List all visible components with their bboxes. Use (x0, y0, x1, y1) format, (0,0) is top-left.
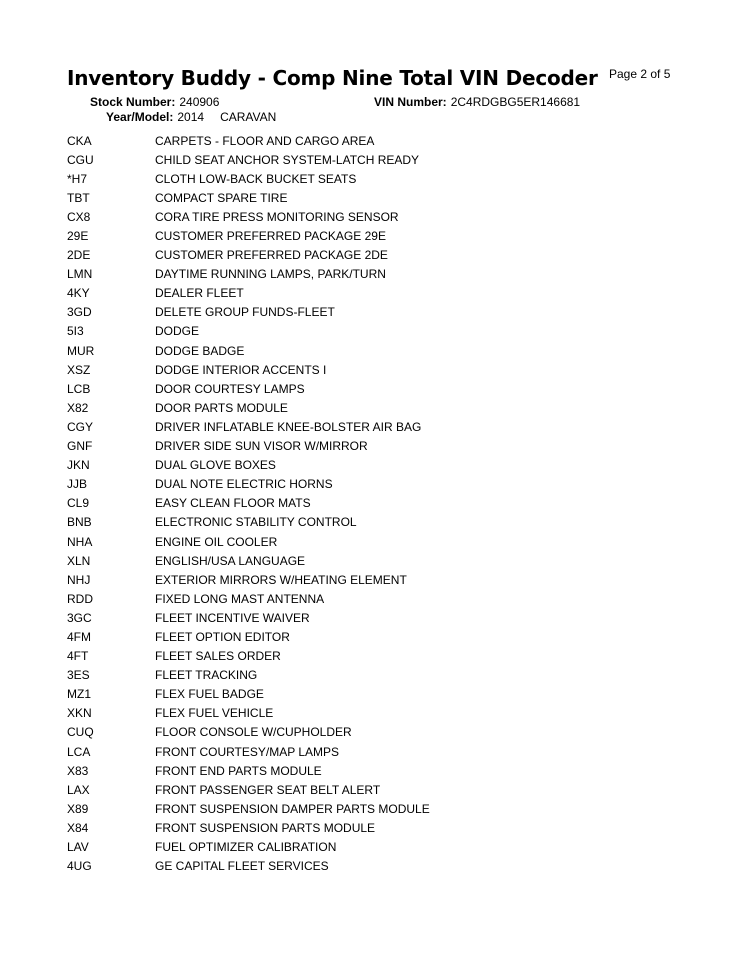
option-description: FLEET SALES ORDER (155, 649, 281, 664)
model-value: CARAVAN (220, 110, 277, 124)
option-description: FLEX FUEL VEHICLE (155, 706, 274, 721)
option-code-row (67, 284, 430, 303)
option-description: DAYTIME RUNNING LAMPS, PARK/TURN (155, 267, 386, 282)
option-code-list (67, 131, 430, 876)
option-code-row (67, 608, 430, 627)
stock-number-field (90, 95, 219, 109)
vin-number-label: VIN Number: (374, 95, 447, 109)
option-description: FRONT COURTESY/MAP LAMPS (155, 744, 340, 759)
option-code-row (67, 704, 430, 723)
option-code-row (67, 570, 430, 589)
option-description: FLOOR CONSOLE W/CUPHOLDER (155, 725, 352, 740)
option-description: FUEL OPTIMIZER CALIBRATION (155, 840, 337, 855)
option-description: CUSTOMER PREFERRED PACKAGE 2DE (155, 248, 388, 263)
option-code-row (67, 169, 430, 188)
option-code-row (67, 150, 430, 169)
option-code-row (67, 437, 430, 456)
option-code: CL9 (67, 496, 90, 511)
option-code-row (67, 417, 430, 436)
option-code: CUQ (67, 725, 94, 740)
option-code: LCB (67, 381, 91, 396)
option-code: LAX (67, 782, 90, 797)
option-code-row (67, 742, 430, 761)
option-description: DODGE BADGE (155, 343, 245, 358)
option-description: EASY CLEAN FLOOR MATS (155, 496, 311, 511)
option-description: FRONT SUSPENSION DAMPER PARTS MODULE (155, 801, 430, 816)
option-code: XLN (67, 553, 91, 568)
option-code: 4UG (67, 859, 92, 874)
option-code-row (67, 379, 430, 398)
option-code: X82 (67, 400, 89, 415)
option-code: 2DE (67, 248, 91, 263)
option-description: DRIVER SIDE SUN VISOR W/MIRROR (155, 439, 368, 454)
option-code-row (67, 360, 430, 379)
option-code: MUR (67, 343, 95, 358)
option-code: CX8 (67, 209, 91, 224)
option-description: FRONT SUSPENSION PARTS MODULE (155, 820, 376, 835)
option-code-row (67, 246, 430, 265)
option-description: ENGINE OIL COOLER (155, 534, 278, 549)
option-description: FLEET OPTION EDITOR (155, 629, 290, 644)
option-code: BNB (67, 515, 92, 530)
option-code: CGY (67, 419, 94, 434)
option-code: TBT (67, 190, 90, 205)
option-description: CLOTH LOW-BACK BUCKET SEATS (155, 171, 357, 186)
option-code-row (67, 647, 430, 666)
option-code-row (67, 341, 430, 360)
option-description: CARPETS - FLOOR AND CARGO AREA (155, 133, 375, 148)
vin-number-field (374, 95, 580, 109)
option-description: DODGE INTERIOR ACCENTS I (155, 362, 327, 377)
option-code: LCA (67, 744, 91, 759)
option-code: LMN (67, 267, 93, 282)
option-code-row (67, 226, 430, 245)
option-code-row (67, 322, 430, 341)
year-value: 2014 (177, 110, 205, 124)
option-code: 3GD (67, 305, 92, 320)
option-code: 4FM (67, 629, 91, 644)
option-description: FRONT END PARTS MODULE (155, 763, 322, 778)
option-code-row (67, 131, 430, 150)
option-description: DEALER FLEET (155, 286, 244, 301)
option-code-row (67, 818, 430, 837)
option-code-row (67, 456, 430, 475)
option-description: EXTERIOR MIRRORS W/HEATING ELEMENT (155, 572, 407, 587)
option-description: DOOR COURTESY LAMPS (155, 381, 305, 396)
option-description: FLEX FUEL BADGE (155, 687, 264, 702)
stock-number-value: 240906 (179, 95, 220, 109)
option-code-row (67, 589, 430, 608)
option-description: DUAL NOTE ELECTRIC HORNS (155, 477, 333, 492)
option-code: JJB (67, 477, 88, 492)
option-code: 4FT (67, 649, 89, 664)
option-code-row (67, 666, 430, 685)
option-code-row (67, 685, 430, 704)
year-model-field (106, 110, 276, 124)
option-code-row (67, 761, 430, 780)
option-code-row (67, 551, 430, 570)
vin-number-value: 2C4RDGBG5ER146681 (450, 95, 581, 109)
option-code: 4KY (67, 286, 90, 301)
option-code-row (67, 780, 430, 799)
option-description: CUSTOMER PREFERRED PACKAGE 29E (155, 229, 386, 244)
option-description: CHILD SEAT ANCHOR SYSTEM-LATCH READY (155, 152, 420, 167)
option-code-row (67, 265, 430, 284)
option-code-row (67, 303, 430, 322)
option-description: DELETE GROUP FUNDS-FLEET (155, 305, 335, 320)
option-code-row (67, 398, 430, 417)
option-code: XSZ (67, 362, 91, 377)
page-indicator: Page 2 of 5 (609, 67, 671, 81)
option-code: XKN (67, 706, 92, 721)
option-code-row (67, 627, 430, 646)
option-description: DOOR PARTS MODULE (155, 400, 288, 415)
option-code: MZ1 (67, 687, 91, 702)
option-description: FIXED LONG MAST ANTENNA (155, 591, 325, 606)
option-code: NHJ (67, 572, 91, 587)
option-code: *H7 (67, 171, 88, 186)
option-description: DRIVER INFLATABLE KNEE-BOLSTER AIR BAG (155, 419, 422, 434)
option-code-row (67, 513, 430, 532)
option-code: X89 (67, 801, 89, 816)
option-code-row (67, 494, 430, 513)
option-code-row (67, 837, 430, 856)
document-title: Inventory Buddy - Comp Nine Total VIN Decoder (67, 66, 598, 90)
option-code: 3ES (67, 668, 90, 683)
option-code: JKN (67, 458, 90, 473)
option-code-row (67, 207, 430, 226)
option-code-row (67, 475, 430, 494)
option-description: GE CAPITAL FLEET SERVICES (155, 859, 329, 874)
option-description: FLEET TRACKING (155, 668, 258, 683)
option-code: NHA (67, 534, 93, 549)
stock-number-label: Stock Number: (90, 95, 176, 109)
option-code: X84 (67, 820, 89, 835)
option-code: CKA (67, 133, 92, 148)
year-model-label: Year/Model: (106, 110, 174, 124)
option-code: 5I3 (67, 324, 84, 339)
option-code: 29E (67, 229, 89, 244)
option-code-row (67, 188, 430, 207)
option-code: LAV (67, 840, 89, 855)
option-code: 3GC (67, 610, 92, 625)
option-description: COMPACT SPARE TIRE (155, 190, 288, 205)
option-description: DODGE (155, 324, 200, 339)
option-code-row (67, 799, 430, 818)
option-description: ENGLISH/USA LANGUAGE (155, 553, 306, 568)
option-code-row (67, 857, 430, 876)
option-code-row (67, 532, 430, 551)
option-code: CGU (67, 152, 94, 167)
option-description: CORA TIRE PRESS MONITORING SENSOR (155, 209, 399, 224)
option-description: DUAL GLOVE BOXES (155, 458, 276, 473)
option-description: FRONT PASSENGER SEAT BELT ALERT (155, 782, 381, 797)
option-code: GNF (67, 439, 93, 454)
option-description: FLEET INCENTIVE WAIVER (155, 610, 310, 625)
option-description: ELECTRONIC STABILITY CONTROL (155, 515, 357, 530)
option-code: RDD (67, 591, 93, 606)
option-code-row (67, 723, 430, 742)
option-code: X83 (67, 763, 89, 778)
